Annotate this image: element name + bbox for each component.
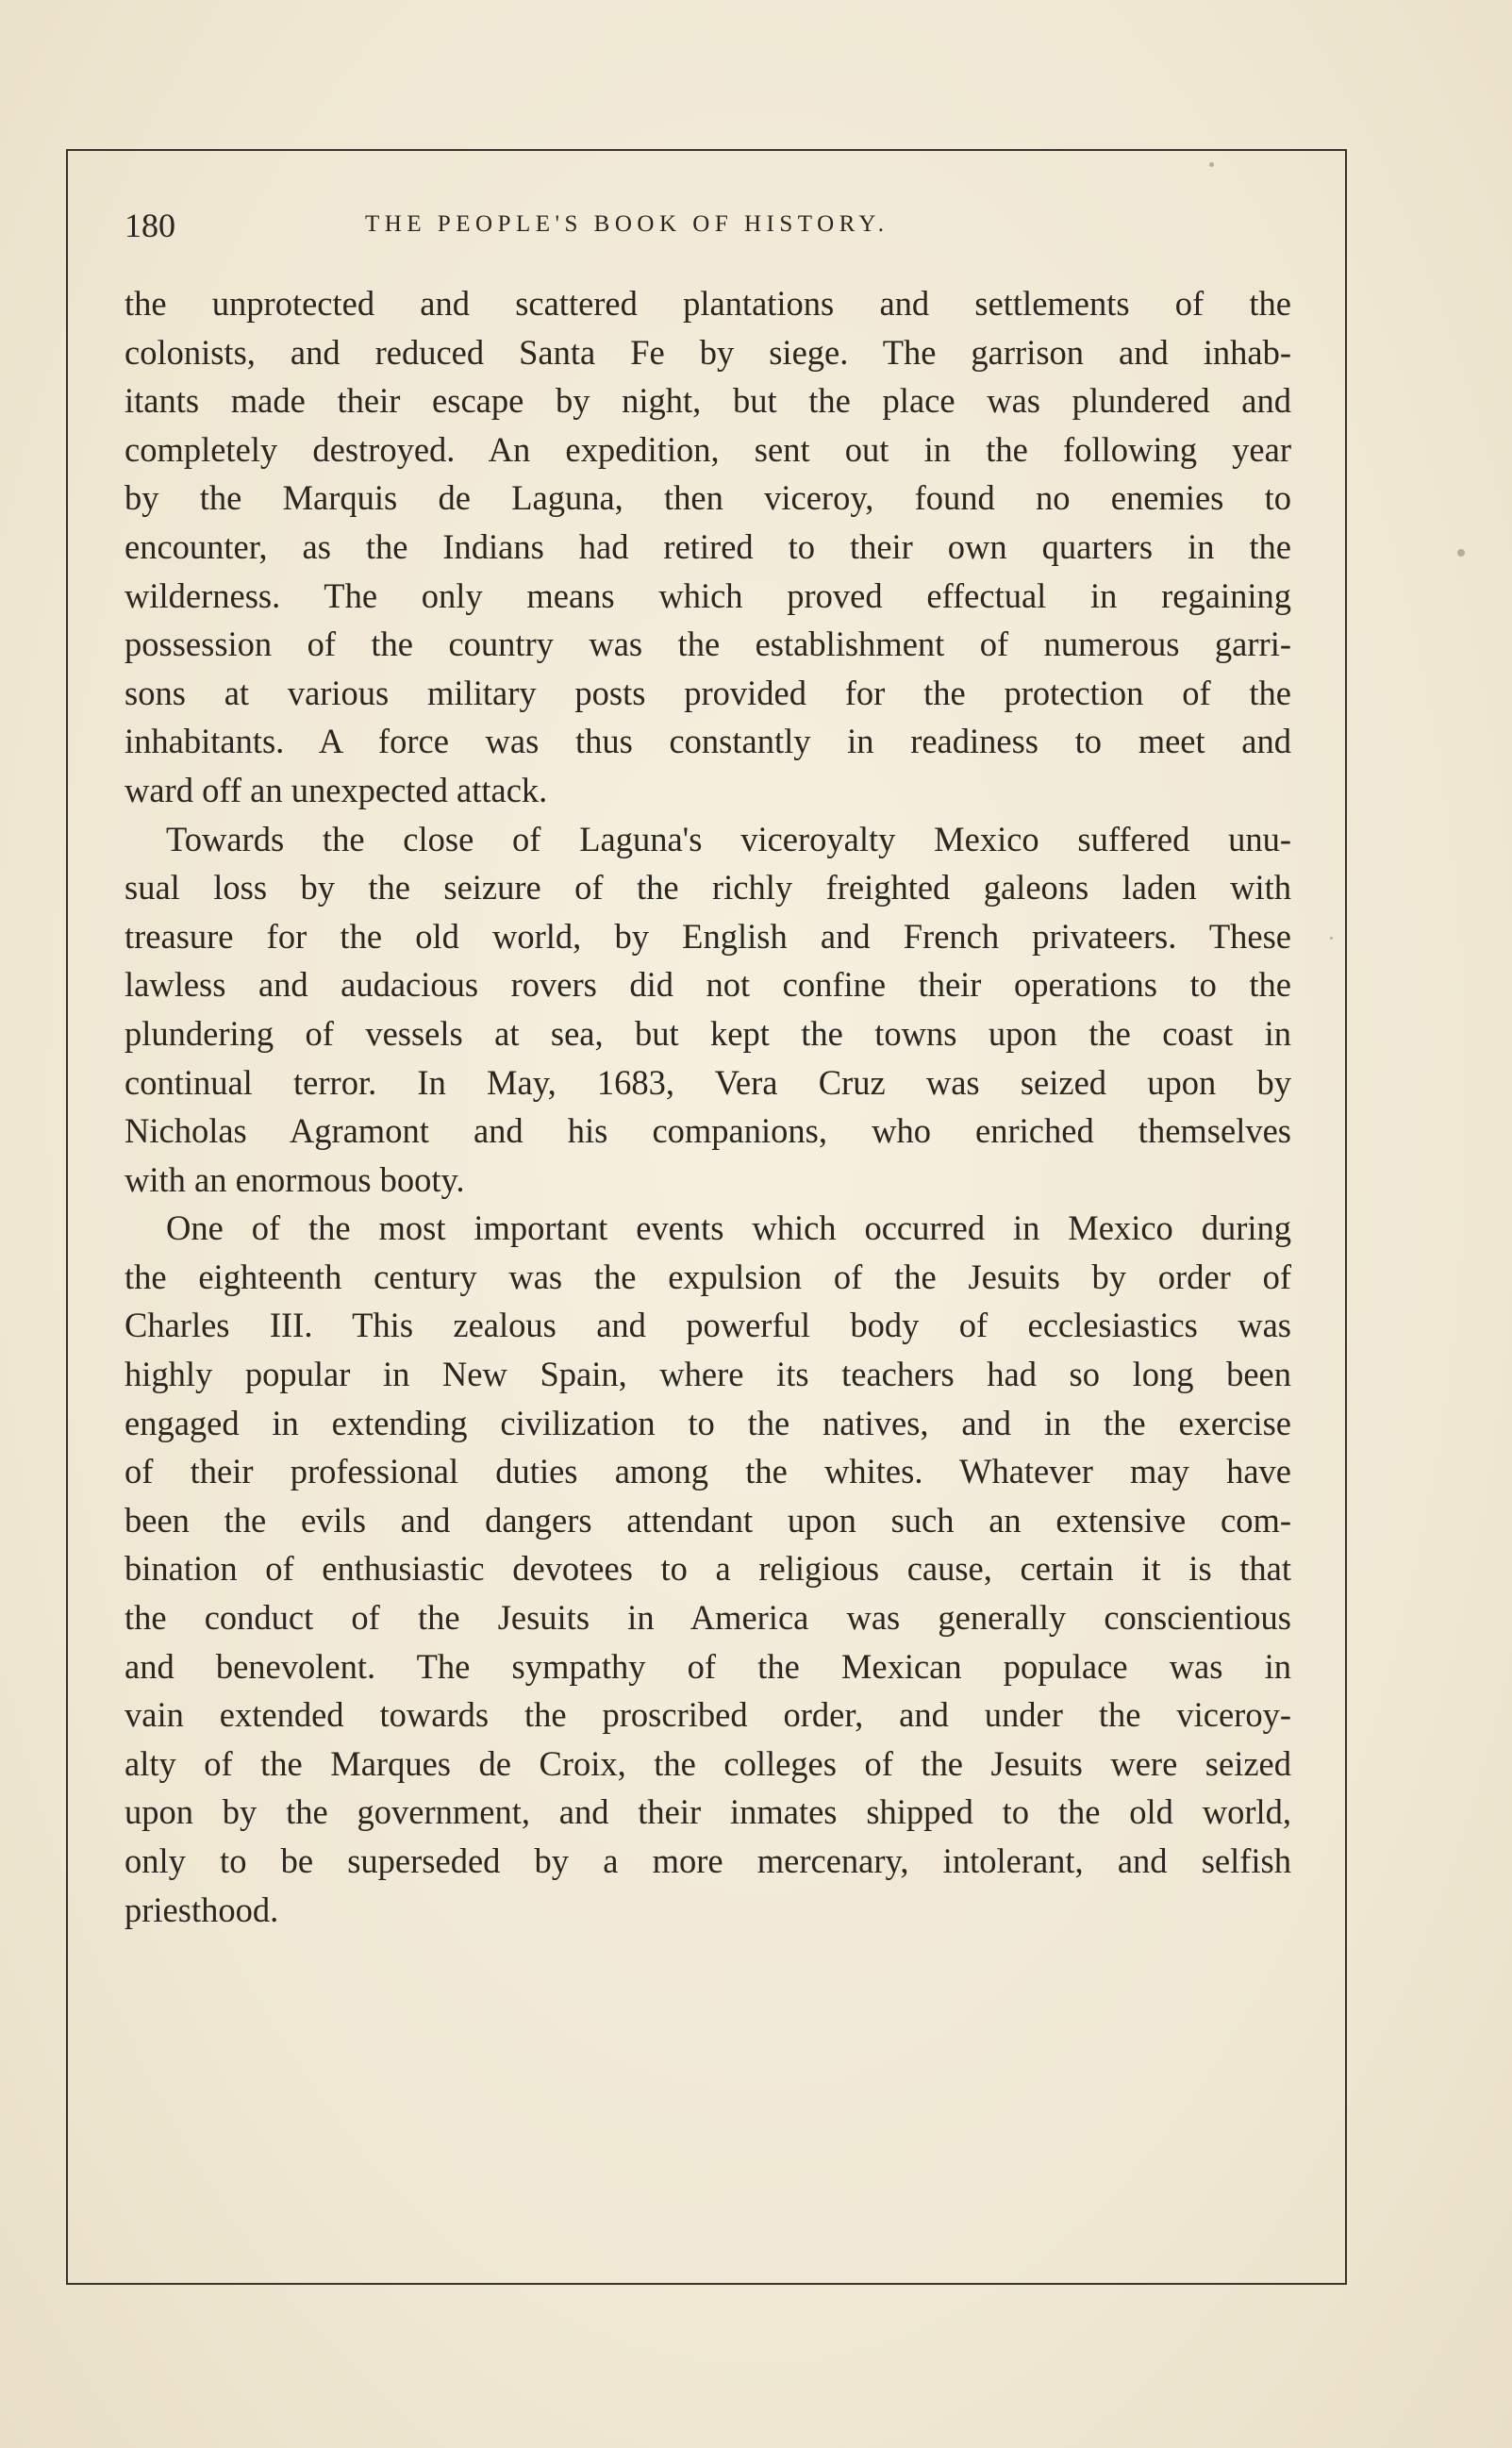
text-line: Nicholas Agramont and his companions, who enriched themselves xyxy=(125,1111,1291,1151)
paragraph xyxy=(125,279,1291,815)
text-line: wilderness. The only means which proved effectual in regaining xyxy=(125,575,1291,615)
text-line: colonists, and reduced Santa Fe by siege. The garrison and inhab- xyxy=(125,332,1291,372)
paragraph xyxy=(125,1204,1291,1934)
text-line: bination of enthusiastic devotees to a religious cause, certain it is that xyxy=(125,1549,1291,1589)
margin-mark xyxy=(1345,165,1347,212)
text-line: and benevolent. The sympathy of the Mexican populace was in xyxy=(125,1646,1291,1686)
text-line: with an enormous booty. xyxy=(125,1159,465,1199)
text-line: alty of the Marques de Croix, the colleges of the Jesuits were seized xyxy=(125,1743,1291,1783)
page-number: 180 xyxy=(125,207,175,244)
text-line: priesthood. xyxy=(125,1890,279,1929)
text-line: the unprotected and scattered plantations and settlements of the xyxy=(125,284,1291,323)
text-line: sons at various military posts provided for the protection of the xyxy=(125,673,1291,712)
text-line: vain extended towards the proscribed order, and under the viceroy- xyxy=(125,1695,1291,1735)
text-line: Towards the close of Laguna's viceroyalty Mexico suffered unu- xyxy=(166,819,1291,858)
paper-speck xyxy=(1457,549,1465,557)
text-line: inhabitants. A force was thus constantly in readiness to meet and xyxy=(125,722,1291,761)
text-line: upon by the government, and their inmates shipped to the old world, xyxy=(125,1792,1291,1832)
text-line: of their professional duties among the whites. Whatever may have xyxy=(125,1452,1291,1491)
text-line: the eighteenth century was the expulsion of the Jesuits by order of xyxy=(125,1257,1291,1296)
text-line: sual loss by the seizure of the richly freighted galeons laden with xyxy=(125,868,1291,908)
text-line: been the evils and dangers attendant upon such an extensive com- xyxy=(125,1500,1291,1540)
paragraph xyxy=(125,815,1291,1205)
text-line: engaged in extending civilization to the natives, and in the exercise xyxy=(125,1403,1291,1442)
text-line: by the Marquis de Laguna, then viceroy, found no enemies to xyxy=(125,478,1291,518)
text-line: highly popular in New Spain, where its teachers had so long been xyxy=(125,1355,1291,1394)
paper-speck xyxy=(1209,162,1214,167)
text-line: only to be superseded by a more mercenary, intolerant, and selfish xyxy=(125,1841,1291,1880)
border-gap xyxy=(1056,147,1349,149)
text-line: One of the most important events which occurred in Mexico during xyxy=(166,1208,1291,1248)
text-line: the conduct of the Jesuits in America was generally conscientious xyxy=(125,1598,1291,1638)
text-line: lawless and audacious rovers did not confine their operations to the xyxy=(125,965,1291,1005)
page-header xyxy=(125,206,1304,253)
text-line: plundering of vessels at sea, but kept the towns upon the coast in xyxy=(125,1013,1291,1053)
text-line: Charles III. This zealous and powerful body of ecclesiastics was xyxy=(125,1306,1291,1345)
text-line: ward off an unexpected attack. xyxy=(125,770,548,809)
text-line: possession of the country was the establishment of numerous garri- xyxy=(125,624,1291,664)
running-head: THE PEOPLE'S BOOK OF HISTORY. xyxy=(365,211,889,237)
text-line: completely destroyed. An expedition, sent out in the following year xyxy=(125,429,1291,469)
text-line: treasure for the old world, by English and French privateers. These xyxy=(125,916,1291,956)
text-line: itants made their escape by night, but the place was plundered and xyxy=(125,381,1291,421)
body-text xyxy=(125,279,1291,1934)
paper-speck xyxy=(1330,937,1333,940)
text-line: continual terror. In May, 1683, Vera Cruz was seized upon by xyxy=(125,1062,1291,1102)
text-line: encounter, as the Indians had retired to their own quarters in the xyxy=(125,526,1291,566)
